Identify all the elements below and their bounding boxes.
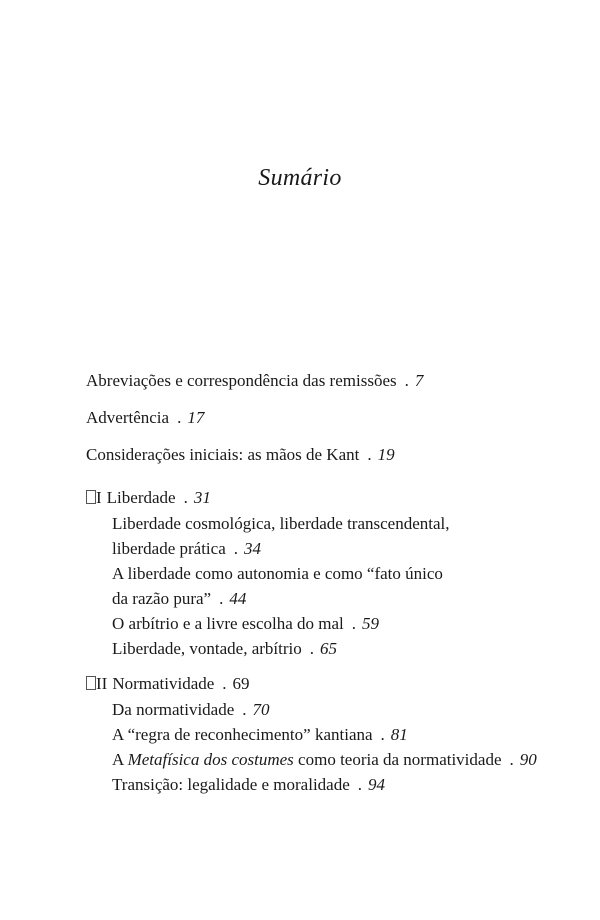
- toc-separator: .: [222, 674, 227, 693]
- toc-section-item: [86, 611, 566, 636]
- toc-separator: .: [380, 725, 385, 744]
- section-label: Da normatividade: [112, 700, 235, 719]
- toc-entry-advertencia: [86, 405, 566, 442]
- toc-page-number: 69: [232, 674, 250, 693]
- toc-separator: .: [357, 775, 363, 794]
- toc-page-number: 59: [362, 614, 380, 633]
- toc-section-item: [86, 511, 566, 536]
- toc-page-number: 81: [390, 725, 408, 744]
- table-of-contents: [86, 368, 566, 807]
- toc-separator: .: [219, 589, 224, 608]
- toc-page-number: 94: [368, 775, 386, 794]
- chapter-roman-numeral: II: [96, 674, 108, 693]
- toc-separator: .: [404, 371, 409, 390]
- section-label: A “regra de reconhecimento” kantiana: [112, 725, 373, 744]
- toc-separator: .: [367, 445, 372, 464]
- page-title: Sumário: [258, 165, 342, 191]
- toc-page-number: 19: [377, 445, 395, 464]
- toc-section-item: [86, 636, 566, 661]
- toc-separator: .: [242, 700, 247, 719]
- section-label: Liberdade cosmológica, liberdade transcendental,: [112, 514, 450, 533]
- toc-page-number: 34: [244, 539, 261, 558]
- toc-page-number: 7: [414, 371, 424, 390]
- toc-separator: .: [233, 539, 238, 558]
- chapter-label: Normatividade: [112, 674, 215, 693]
- toc-separator: .: [177, 408, 182, 427]
- toc-page-number: 90: [519, 750, 537, 769]
- toc-section-item: [86, 561, 566, 586]
- chapter-block-2: [86, 671, 566, 797]
- toc-chapter-heading: [86, 485, 566, 511]
- chapter-roman-numeral: I: [96, 488, 102, 507]
- missing-glyph-box-icon: [86, 490, 96, 504]
- chapter-block-1: [86, 485, 566, 661]
- section-label: Transição: legalidade e moralidade: [112, 775, 350, 794]
- toc-page-number: 70: [252, 700, 270, 719]
- toc-section-item: [86, 586, 566, 611]
- toc-page-number: 44: [229, 589, 247, 608]
- toc-page-number: 65: [320, 639, 338, 658]
- toc-section-item: [86, 772, 566, 797]
- toc-section-item: [86, 697, 566, 722]
- section-label-suffix: como teoria da normatividade: [293, 750, 502, 769]
- toc-section-item: [86, 747, 566, 772]
- toc-section-item: [86, 536, 566, 561]
- toc-entry-label: Considerações iniciais: as mãos de Kant: [86, 445, 360, 464]
- toc-page-number: 17: [187, 408, 205, 427]
- chapter-label: Liberdade: [106, 488, 176, 507]
- toc-section-item: [86, 722, 566, 747]
- toc-entry-label: Abreviações e correspondência das remissões: [86, 371, 397, 390]
- toc-separator: .: [509, 750, 514, 769]
- book-title: Metafísica dos costumes: [127, 750, 294, 769]
- section-label: A liberdade como autonomia e como “fato único: [112, 564, 443, 583]
- section-label-prefix: A: [112, 750, 128, 769]
- missing-glyph-box-icon: [86, 676, 96, 690]
- toc-separator: .: [309, 639, 315, 658]
- toc-separator: .: [183, 488, 188, 507]
- toc-entry-label: Advertência: [86, 408, 170, 427]
- toc-chapter-heading: [86, 671, 566, 697]
- toc-separator: .: [351, 614, 357, 633]
- section-label: da razão pura”: [112, 589, 212, 608]
- toc-entry-abbreviations: [86, 368, 566, 405]
- section-label: liberdade prática: [112, 539, 226, 558]
- section-label: O arbítrio e a livre escolha do mal: [112, 614, 344, 633]
- toc-entry-consideracoes: [86, 442, 566, 479]
- section-label: Liberdade, vontade, arbítrio: [112, 639, 302, 658]
- toc-page-number: 31: [193, 488, 211, 507]
